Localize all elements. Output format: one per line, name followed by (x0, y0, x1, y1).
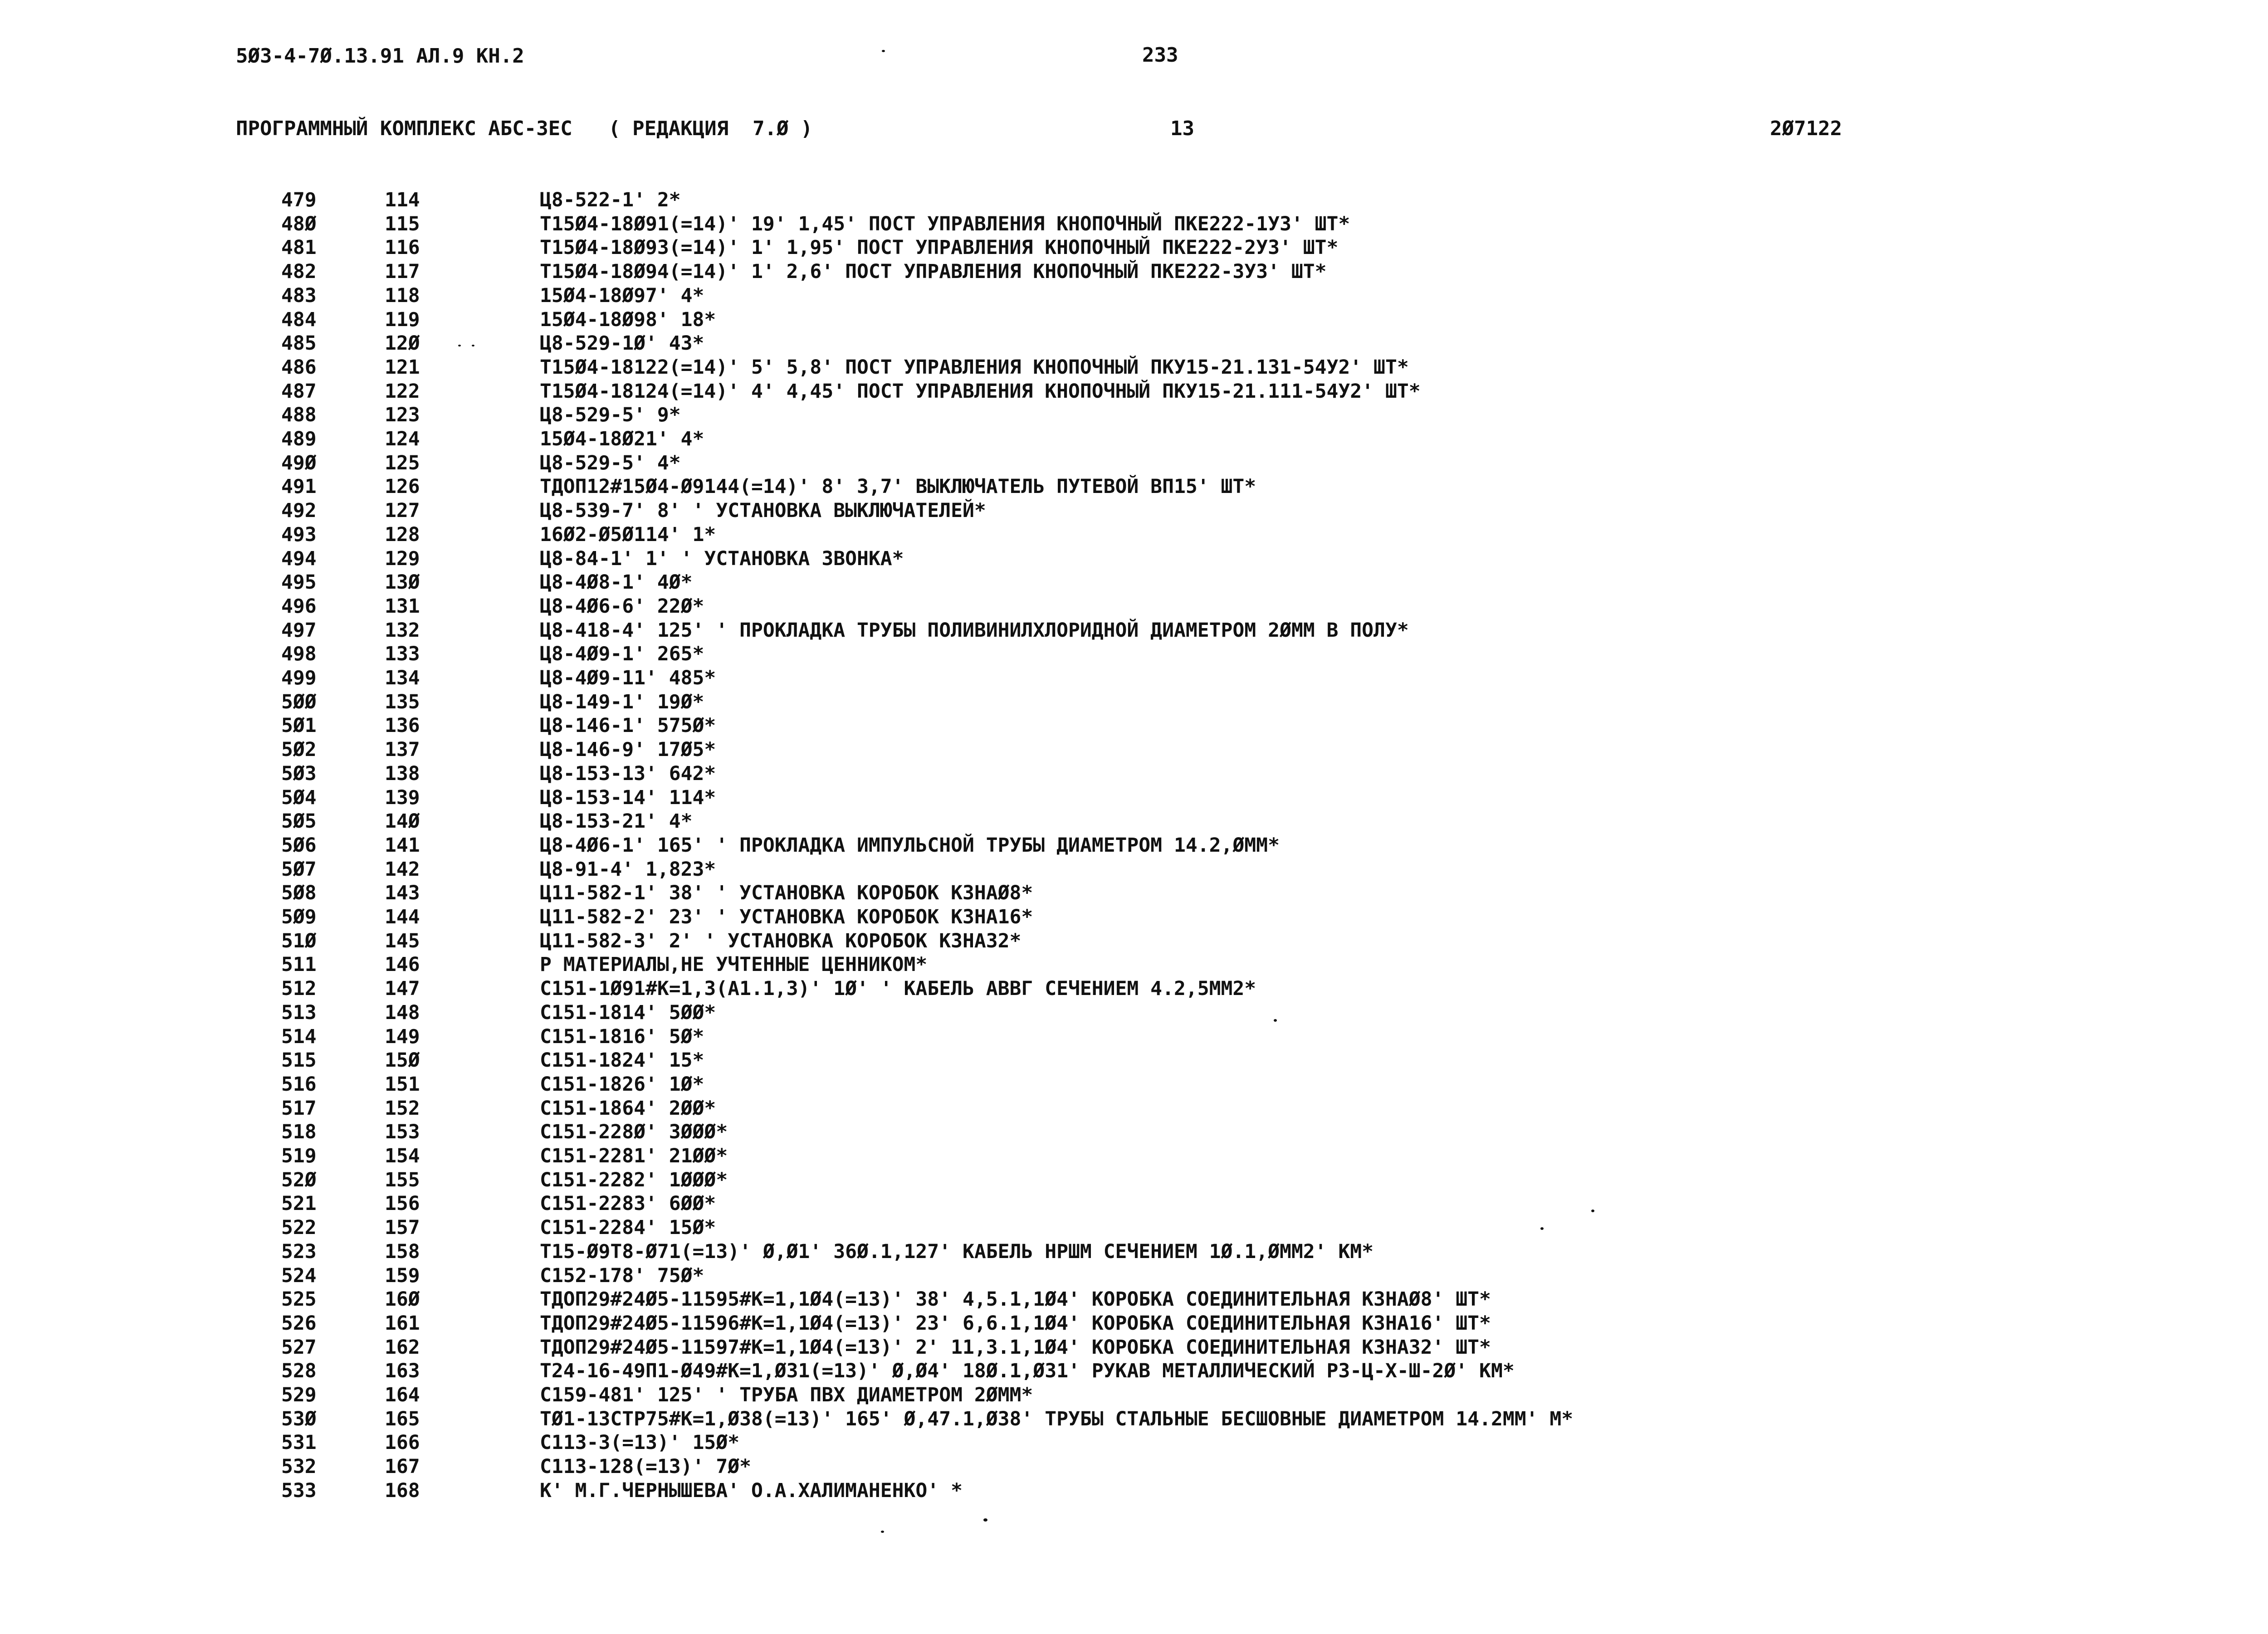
print-speck (1274, 1019, 1277, 1022)
line-number: 49Ø (281, 451, 317, 474)
record-number: 149 (385, 1025, 420, 1048)
record-text: С151-2282' 1ØØØ* (540, 1168, 728, 1191)
line-number: 5Ø3 (281, 762, 317, 785)
listing-row (0, 1455, 2268, 1478)
line-number: 486 (281, 356, 317, 379)
line-number: 512 (281, 977, 317, 1000)
record-text: С151-2281' 21ØØ* (540, 1145, 728, 1167)
listing-row (0, 451, 2268, 475)
record-number: 162 (385, 1336, 420, 1359)
record-number: 139 (385, 786, 420, 809)
record-number: 155 (385, 1168, 420, 1191)
record-number: 157 (385, 1216, 420, 1239)
record-number: 167 (385, 1455, 420, 1478)
listing-row (0, 642, 2268, 666)
listing-row (0, 1359, 2268, 1383)
listing-row (0, 356, 2268, 379)
record-number: 124 (385, 428, 420, 450)
listing-row (0, 1312, 2268, 1335)
record-text: ТДОП12#15Ø4-Ø9144(=14)' 8' 3,7' ВЫКЛЮЧАТЕЛЬ ПУТЕВОЙ ВП15' ШТ* (540, 475, 1256, 498)
line-number: 517 (281, 1097, 317, 1120)
line-number: 521 (281, 1192, 317, 1215)
listing-row (0, 475, 2268, 498)
job-number: 2Ø7122 (1770, 117, 1842, 140)
record-number: 153 (385, 1121, 420, 1144)
record-number: 148 (385, 1001, 420, 1024)
line-number: 493 (281, 523, 317, 546)
line-number: 489 (281, 428, 317, 450)
record-text: С151-1814' 5ØØ* (540, 1001, 716, 1024)
line-number: 515 (281, 1049, 317, 1072)
line-number: 494 (281, 547, 317, 570)
record-number: 159 (385, 1264, 420, 1287)
record-text: ТДОП29#24Ø5-11595#К=1,1Ø4(=13)' 38' 4,5.1,1Ø4' КОРОБКА СОЕДИНИТЕЛЬНАЯ К3НАØ8' ШТ* (540, 1288, 1491, 1311)
line-number: 485 (281, 332, 317, 355)
line-number: 53Ø (281, 1407, 317, 1430)
listing-row (0, 666, 2268, 690)
record-number: 121 (385, 356, 420, 379)
record-number: 115 (385, 212, 420, 235)
record-text: С152-178' 75Ø* (540, 1264, 704, 1287)
listing-row (0, 1479, 2268, 1502)
listing-row (0, 1168, 2268, 1192)
print-speck (1540, 1227, 1544, 1230)
line-number: 5Ø5 (281, 810, 317, 833)
record-number: 16Ø (385, 1288, 420, 1311)
record-number: 163 (385, 1360, 420, 1383)
listing-row (0, 1097, 2268, 1120)
listing-row (0, 499, 2268, 522)
record-number: 154 (385, 1145, 420, 1167)
record-text: Ц8-4Ø9-1' 265* (540, 643, 704, 666)
listing-row (0, 260, 2268, 283)
record-number: 147 (385, 977, 420, 1000)
record-number: 166 (385, 1431, 420, 1454)
record-text: Ц8-4Ø6-1' 165' ' ПРОКЛАДКА ИМПУЛЬСНОЙ ТРУБЫ ДИАМЕТРОМ 14.2,ØММ* (540, 834, 1280, 857)
record-text: ТДОП29#24Ø5-11597#К=1,1Ø4(=13)' 2' 11,3.1,1Ø4' КОРОБКА СОЕДИНИТЕЛЬНАЯ К3НА32' ШТ* (540, 1336, 1491, 1359)
record-number: 15Ø (385, 1049, 420, 1072)
record-text: Ц8-4Ø8-1' 4Ø* (540, 571, 693, 594)
listing-row (0, 1120, 2268, 1144)
listing-row (0, 953, 2268, 976)
line-number: 491 (281, 475, 317, 498)
line-number: 48Ø (281, 212, 317, 235)
listing-row (0, 1216, 2268, 1239)
line-number: 513 (281, 1001, 317, 1024)
listing-row (0, 427, 2268, 451)
record-text: Т15Ø4-18122(=14)' 5' 5,8' ПОСТ УПРАВЛЕНИЯ КНОПОЧНЫЙ ПКУ15-21.131-54У2' ШТ* (540, 356, 1409, 379)
line-number: 516 (281, 1073, 317, 1096)
record-number: 122 (385, 380, 420, 403)
listing-row (0, 738, 2268, 761)
record-number: 131 (385, 595, 420, 618)
record-number: 151 (385, 1073, 420, 1096)
record-text: Ц8-146-1' 575Ø* (540, 714, 716, 737)
record-number: 134 (385, 667, 420, 689)
line-number: 5Ø1 (281, 714, 317, 737)
record-text: 15Ø4-18Ø98' 18* (540, 308, 716, 331)
line-number: 526 (281, 1312, 317, 1335)
record-text: Ц8-4Ø9-11' 485* (540, 667, 716, 689)
record-number: 143 (385, 882, 420, 905)
listing-row (0, 284, 2268, 307)
listing-row (0, 308, 2268, 332)
line-number: 525 (281, 1288, 317, 1311)
record-number: 141 (385, 834, 420, 857)
record-number: 114 (385, 189, 420, 211)
listing-row (0, 236, 2268, 259)
print-speck (983, 1518, 987, 1522)
line-number: 5ØØ (281, 690, 317, 713)
record-text: Ц8-91-4' 1,823* (540, 858, 716, 881)
record-text: С113-3(=13)' 15Ø* (540, 1431, 740, 1454)
listing-row (0, 523, 2268, 546)
record-text: 16Ø2-Ø5Ø114' 1* (540, 523, 716, 546)
record-number: 164 (385, 1384, 420, 1406)
record-number: 156 (385, 1192, 420, 1215)
program-title: ПРОГРАММНЫЙ КОМПЛЕКС АБС-3ЕС ( РЕДАКЦИЯ 7.Ø ) (236, 117, 813, 140)
record-number: 145 (385, 929, 420, 952)
record-text: ТØ1-13СТР75#К=1,Ø38(=13)' 165' Ø,47.1,Ø38' ТРУБЫ СТАЛЬНЫЕ БЕСШОВНЫЕ ДИАМЕТРОМ 14.2ММ' М* (540, 1407, 1574, 1430)
listing-row (0, 619, 2268, 642)
print-speck (881, 1531, 884, 1533)
record-text: Ц8-418-4' 125' ' ПРОКЛАДКА ТРУБЫ ПОЛИВИНИЛХЛОРИДНОЙ ДИАМЕТРОМ 2ØММ В ПОЛУ* (540, 619, 1409, 642)
listing-row (0, 547, 2268, 571)
record-text: Ц8-153-13' 642* (540, 762, 716, 785)
line-number: 492 (281, 499, 317, 522)
record-number: 168 (385, 1479, 420, 1502)
listing-row (0, 905, 2268, 929)
record-text: С113-128(=13)' 7Ø* (540, 1455, 751, 1478)
record-text: Т15Ø4-18Ø93(=14)' 1' 1,95' ПОСТ УПРАВЛЕНИЯ КНОПОЧНЫЙ ПКЕ222-2У3' ШТ* (540, 236, 1339, 259)
record-number: 133 (385, 643, 420, 666)
line-number: 533 (281, 1479, 317, 1502)
record-text: С151-1Ø91#К=1,3(А1.1,3)' 1Ø' ' КАБЕЛЬ АВВГ СЕЧЕНИЕМ 4.2,5ММ2* (540, 977, 1256, 1000)
record-number: 161 (385, 1312, 420, 1335)
record-number: 144 (385, 906, 420, 928)
record-number: 13Ø (385, 571, 420, 594)
listing-row (0, 786, 2268, 810)
record-number: 117 (385, 260, 420, 283)
line-number: 499 (281, 667, 317, 689)
line-number: 482 (281, 260, 317, 283)
record-text: С159-481' 125' ' ТРУБА ПВХ ДИАМЕТРОМ 2ØММ* (540, 1384, 1033, 1406)
line-number: 495 (281, 571, 317, 594)
record-number: 126 (385, 475, 420, 498)
line-number: 52Ø (281, 1168, 317, 1191)
record-text: С151-1826' 1Ø* (540, 1073, 704, 1096)
listing-row (0, 810, 2268, 833)
record-number: 146 (385, 953, 420, 976)
record-text: Т15Ø4-18Ø94(=14)' 1' 2,6' ПОСТ УПРАВЛЕНИЯ КНОПОЧНЫЙ ПКЕ222-3У3' ШТ* (540, 260, 1327, 283)
listing-row (0, 188, 2268, 212)
record-number: 116 (385, 236, 420, 259)
line-number: 5Ø8 (281, 882, 317, 905)
line-number: 528 (281, 1360, 317, 1383)
line-number: 5Ø2 (281, 738, 317, 761)
record-number: 132 (385, 619, 420, 642)
record-text: Т15-Ø9Т8-Ø71(=13)' Ø,Ø1' 36Ø.1,127' КАБЕЛЬ НРШМ СЕЧЕНИЕМ 1Ø.1,ØММ2' КМ* (540, 1240, 1374, 1263)
listing-row (0, 1025, 2268, 1049)
record-text: Ц8-153-21' 4* (540, 810, 693, 833)
listing-row (0, 1001, 2268, 1024)
listing-row (0, 977, 2268, 1000)
listing-row (0, 332, 2268, 355)
listing-row (0, 1192, 2268, 1215)
listing-row (0, 714, 2268, 737)
line-number: 522 (281, 1216, 317, 1239)
record-text: С151-1816' 5Ø* (540, 1025, 704, 1048)
line-number: 497 (281, 619, 317, 642)
record-text: С151-2284' 15Ø* (540, 1216, 716, 1239)
record-text: Т24-16-49П1-Ø49#К=1,Ø31(=13)' Ø,Ø4' 18Ø.1,Ø31' РУКАВ МЕТАЛЛИЧЕСКИЙ Р3-Ц-Х-Ш-2Ø' КМ* (540, 1360, 1515, 1383)
record-text: Ц8-529-5' 4* (540, 451, 681, 474)
record-text: Ц8-153-14' 114* (540, 786, 716, 809)
record-number: 138 (385, 762, 420, 785)
print-speck (472, 345, 474, 346)
listing-row (0, 690, 2268, 714)
record-text: С151-1824' 15* (540, 1049, 704, 1072)
line-number: 514 (281, 1025, 317, 1048)
listing-row (0, 929, 2268, 953)
record-text: С151-2283' 6ØØ* (540, 1192, 716, 1215)
record-number: 12Ø (385, 332, 420, 355)
record-number: 127 (385, 499, 420, 522)
listing-row (0, 1407, 2268, 1431)
line-number: 5Ø6 (281, 834, 317, 857)
record-number: 152 (385, 1097, 420, 1120)
record-number: 142 (385, 858, 420, 881)
record-number: 128 (385, 523, 420, 546)
line-number: 498 (281, 643, 317, 666)
listing-row (0, 1336, 2268, 1359)
record-text: ТДОП29#24Ø5-11596#К=1,1Ø4(=13)' 23' 6,6.1,1Ø4' КОРОБКА СОЕДИНИТЕЛЬНАЯ К3НА16' ШТ* (540, 1312, 1491, 1335)
record-number: 118 (385, 284, 420, 307)
record-text: Ц8-539-7' 8' ' УСТАНОВКА ВЫКЛЮЧАТЕЛЕЙ* (540, 499, 986, 522)
record-number: 14Ø (385, 810, 420, 833)
record-text: Ц8-529-1Ø' 43* (540, 332, 704, 355)
listing-row (0, 380, 2268, 403)
record-number: 125 (385, 451, 420, 474)
line-number: 518 (281, 1121, 317, 1144)
listing-row (0, 1431, 2268, 1454)
listing-row (0, 1240, 2268, 1263)
record-text: Т15Ø4-18Ø91(=14)' 19' 1,45' ПОСТ УПРАВЛЕНИЯ КНОПОЧНЫЙ ПКЕ222-1У3' ШТ* (540, 212, 1350, 235)
listing-row (0, 1288, 2268, 1311)
record-text: 15Ø4-18Ø21' 4* (540, 428, 704, 450)
listing-row (0, 1383, 2268, 1407)
record-text: С151-228Ø' 3ØØØ* (540, 1121, 728, 1144)
record-text: 15Ø4-18Ø97' 4* (540, 284, 704, 307)
record-number: 129 (385, 547, 420, 570)
line-number: 524 (281, 1264, 317, 1287)
record-text: Т15Ø4-18124(=14)' 4' 4,45' ПОСТ УПРАВЛЕНИЯ КНОПОЧНЫЙ ПКУ15-21.111-54У2' ШТ* (540, 380, 1421, 403)
listing-row (0, 858, 2268, 881)
listing-row (0, 1049, 2268, 1072)
line-number: 5Ø9 (281, 906, 317, 928)
line-number: 484 (281, 308, 317, 331)
record-text: С151-1864' 2ØØ* (540, 1097, 716, 1120)
page-number: 13 (1170, 117, 1194, 140)
line-number: 481 (281, 236, 317, 259)
listing-row (0, 403, 2268, 427)
listing-row (0, 595, 2268, 618)
line-number: 488 (281, 404, 317, 427)
line-number: 519 (281, 1145, 317, 1167)
line-number: 532 (281, 1455, 317, 1478)
record-text: Ц8-529-5' 9* (540, 404, 681, 427)
record-text: Ц11-582-2' 23' ' УСТАНОВКА КОРОБОК К3НА16* (540, 906, 1033, 928)
record-text: Ц8-84-1' 1' ' УСТАНОВКА ЗВОНКА* (540, 547, 904, 570)
record-text: Ц11-582-1' 38' ' УСТАНОВКА КОРОБОК К3НАØ8* (540, 882, 1033, 905)
record-text: Ц8-149-1' 19Ø* (540, 690, 704, 713)
line-number: 487 (281, 380, 317, 403)
line-number: 51Ø (281, 929, 317, 952)
listing-row (0, 571, 2268, 594)
record-number: 158 (385, 1240, 420, 1263)
listing-row (0, 1264, 2268, 1288)
listing-row (0, 212, 2268, 236)
line-number: 529 (281, 1384, 317, 1406)
line-number: 531 (281, 1431, 317, 1454)
record-number: 119 (385, 308, 420, 331)
record-number: 137 (385, 738, 420, 761)
listing-row (0, 881, 2268, 905)
print-speck (882, 50, 885, 52)
line-number: 483 (281, 284, 317, 307)
listing-row (0, 834, 2268, 857)
record-text: Р МАТЕРИАЛЫ,НЕ УЧТЕННЫЕ ЦЕННИКОМ* (540, 953, 928, 976)
print-speck (1591, 1210, 1594, 1212)
document-code: 5Ø3-4-7Ø.13.91 АЛ.9 КН.2 (236, 44, 524, 68)
record-text: Ц11-582-3' 2' ' УСТАНОВКА КОРОБОК К3НА32* (540, 929, 1022, 952)
print-speck (458, 345, 461, 346)
line-number: 496 (281, 595, 317, 618)
record-text: Ц8-4Ø6-6' 22Ø* (540, 595, 704, 618)
line-number: 479 (281, 189, 317, 211)
record-number: 136 (385, 714, 420, 737)
line-number: 523 (281, 1240, 317, 1263)
record-text: Ц8-146-9' 17Ø5* (540, 738, 716, 761)
listing-row (0, 1073, 2268, 1096)
record-number: 123 (385, 404, 420, 427)
listing-row (0, 1144, 2268, 1168)
line-number: 5Ø7 (281, 858, 317, 881)
line-number: 511 (281, 953, 317, 976)
record-text: Ц8-522-1' 2* (540, 189, 681, 211)
record-number: 135 (385, 690, 420, 713)
record-text: К' М.Г.ЧЕРНЫШЕВА' О.А.ХАЛИМАНЕНКО' * (540, 1479, 963, 1502)
line-number: 5Ø4 (281, 786, 317, 809)
listing-row (0, 762, 2268, 785)
sheet-number: 233 (1142, 44, 1178, 67)
record-number: 165 (385, 1407, 420, 1430)
line-number: 527 (281, 1336, 317, 1359)
